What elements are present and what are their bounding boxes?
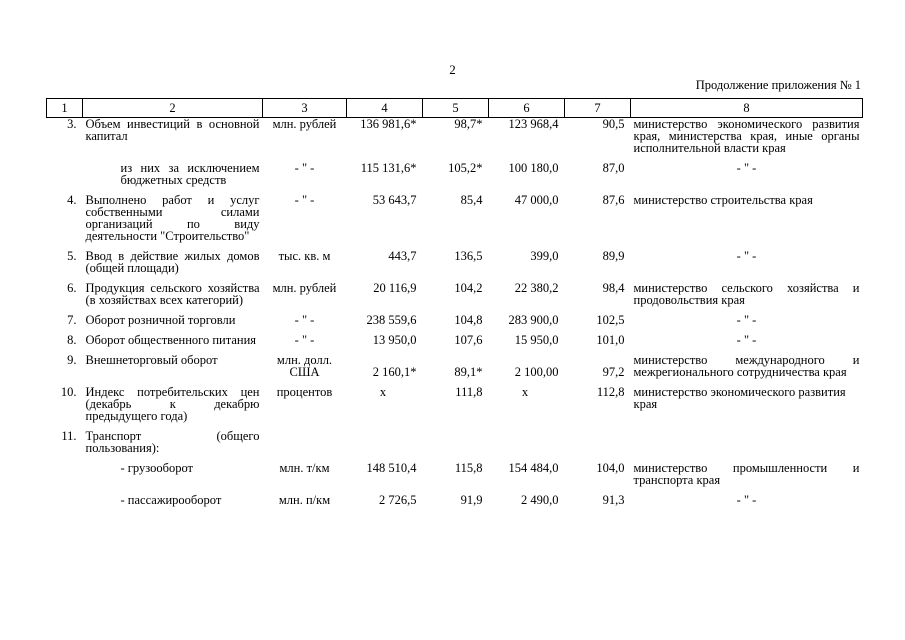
value-col-4: 115 131,6* bbox=[360, 161, 417, 175]
row-number bbox=[47, 162, 83, 194]
value-col-4: 148 510,4 bbox=[366, 461, 417, 475]
value-col-4: 53 643,7 bbox=[372, 193, 417, 207]
row-number: 5. bbox=[67, 249, 77, 263]
table-row bbox=[47, 118, 863, 163]
header-cell-6: 6 bbox=[489, 99, 565, 118]
row-number: 4. bbox=[67, 193, 77, 207]
header-cell-8: 8 bbox=[631, 99, 863, 118]
value-col-4: 13 950,0 bbox=[372, 333, 417, 347]
responsible: министерство сельского хозяйства и продовольствия края bbox=[633, 281, 860, 307]
row-number: 8. bbox=[67, 333, 77, 347]
table-row bbox=[47, 314, 863, 334]
value-col-4: 238 559,6 bbox=[366, 313, 417, 327]
indicators-table bbox=[46, 98, 863, 506]
value-col-4: 20 116,9 bbox=[373, 281, 417, 295]
table-row bbox=[47, 162, 863, 194]
value-col-7: 101,0 bbox=[596, 333, 625, 347]
value-col-7: 89,9 bbox=[602, 249, 625, 263]
indicator-name: Объем инвестиций в основной капитал bbox=[85, 117, 260, 143]
responsible: министерство экономического развития края, министерства края, иные органы исполнительной власти края bbox=[633, 117, 860, 155]
indicator-name: - пассажирооборот bbox=[120, 493, 222, 507]
value-col-6: 100 180,0 bbox=[508, 161, 559, 175]
responsible: - " - bbox=[736, 313, 757, 327]
value-col-7: 102,5 bbox=[596, 313, 625, 327]
header-cell-2: 2 bbox=[83, 99, 263, 118]
value-col-5: 115,8 bbox=[454, 461, 483, 475]
row-number: 3. bbox=[67, 117, 77, 131]
unit: млн. рублей bbox=[272, 117, 337, 131]
value-col-7: 87,6 bbox=[602, 193, 625, 207]
responsible: министерство строительства края bbox=[633, 193, 813, 207]
value-col-5: 91,9 bbox=[460, 493, 483, 507]
unit: млн. п/км bbox=[278, 493, 331, 507]
unit: млн. рублей bbox=[272, 281, 337, 295]
header-cell-1: 1 bbox=[47, 99, 83, 118]
table-row bbox=[47, 194, 863, 250]
value-col-5: 104,2 bbox=[454, 281, 483, 295]
table-row bbox=[47, 494, 863, 506]
unit: млн. долл. США bbox=[276, 353, 333, 379]
unit: процентов bbox=[276, 385, 333, 399]
table-row bbox=[47, 462, 863, 494]
unit bbox=[263, 430, 347, 462]
indicator-name: Ввод в действие жилых домов (общей площади) bbox=[85, 249, 260, 275]
value-col-6 bbox=[489, 430, 565, 462]
responsible: - " - bbox=[736, 161, 757, 175]
value-col-4: 2 160,1* bbox=[372, 365, 417, 379]
value-col-7: 91,3 bbox=[602, 493, 625, 507]
header-row bbox=[47, 99, 863, 118]
indicator-name: Продукция сельского хозяйства (в хозяйствах всех категорий) bbox=[85, 281, 260, 307]
value-col-4: 136 981,6* bbox=[360, 117, 417, 131]
value-col-4: 443,7 bbox=[388, 249, 417, 263]
value-col-5: 136,5 bbox=[454, 249, 483, 263]
table-row bbox=[47, 354, 863, 386]
header-cell-3: 3 bbox=[263, 99, 347, 118]
unit: - " - bbox=[294, 161, 315, 175]
table-row bbox=[47, 282, 863, 314]
indicator-name: Транспорт (общего пользования): bbox=[85, 429, 260, 455]
unit: - " - bbox=[294, 193, 315, 207]
value-col-7: 98,4 bbox=[602, 281, 625, 295]
value-col-4: 2 726,5 bbox=[379, 493, 417, 507]
table-row bbox=[47, 386, 863, 430]
value-col-6: 22 380,2 bbox=[514, 281, 559, 295]
row-number: 10. bbox=[60, 385, 77, 399]
indicator-name: из них за исключением бюджетных средств bbox=[120, 161, 260, 187]
responsible: министерство международного и межрегионального сотрудничества края bbox=[633, 353, 860, 379]
row-number: 9. bbox=[67, 353, 77, 367]
unit: - " - bbox=[294, 333, 315, 347]
value-col-7: 112,8 bbox=[596, 385, 625, 399]
indicator-name: Выполнено работ и услуг собственными силами организаций по виду деятельности "Строительство" bbox=[85, 193, 260, 243]
value-col-7 bbox=[565, 430, 631, 462]
unit: тыс. кв. м bbox=[278, 249, 331, 263]
value-col-4: х bbox=[379, 385, 387, 399]
unit: - " - bbox=[294, 313, 315, 327]
row-number: 6. bbox=[67, 281, 77, 295]
row-number: 7. bbox=[67, 313, 77, 327]
table-row bbox=[47, 430, 863, 462]
header-cell-7: 7 bbox=[565, 99, 631, 118]
responsible: - " - bbox=[736, 333, 757, 347]
indicator-name: Оборот розничной торговли bbox=[85, 313, 236, 327]
value-col-7: 104,0 bbox=[596, 461, 625, 475]
value-col-6: х bbox=[521, 385, 529, 399]
responsible: - " - bbox=[736, 249, 757, 263]
responsible: министерство экономического развития края bbox=[633, 385, 846, 411]
value-col-6: 2 490,0 bbox=[521, 493, 559, 507]
value-col-6: 283 900,0 bbox=[508, 313, 559, 327]
value-col-4 bbox=[347, 430, 423, 462]
value-col-5: 104,8 bbox=[454, 313, 483, 327]
indicator-name: - грузооборот bbox=[120, 461, 194, 475]
header-cell-5: 5 bbox=[423, 99, 489, 118]
value-col-7: 97,2 bbox=[602, 365, 625, 379]
value-col-7: 90,5 bbox=[602, 117, 625, 131]
value-col-5: 105,2* bbox=[448, 161, 483, 175]
value-col-5: 89,1* bbox=[454, 365, 483, 379]
value-col-6: 399,0 bbox=[530, 249, 559, 263]
responsible bbox=[631, 430, 863, 462]
continuation-caption: Продолжение приложения № 1 bbox=[695, 78, 861, 92]
value-col-5 bbox=[423, 430, 489, 462]
table-row bbox=[47, 250, 863, 282]
header-cell-4: 4 bbox=[347, 99, 423, 118]
value-col-5: 111,8 bbox=[455, 385, 483, 399]
value-col-6: 154 484,0 bbox=[508, 461, 559, 475]
responsible: - " - bbox=[736, 493, 757, 507]
row-number: 11. bbox=[61, 429, 77, 443]
value-col-6: 2 100,00 bbox=[514, 365, 559, 379]
value-col-7: 87,0 bbox=[602, 161, 625, 175]
page-number: 2 bbox=[449, 62, 456, 77]
responsible: министерство промышленности и транспорта края bbox=[633, 461, 860, 487]
unit: млн. т/км bbox=[279, 461, 330, 475]
indicator-name: Оборот общественного питания bbox=[85, 333, 257, 347]
row-number bbox=[47, 494, 83, 506]
indicator-name: Внешнеторговый оборот bbox=[85, 353, 218, 367]
value-col-5: 85,4 bbox=[460, 193, 483, 207]
table-row bbox=[47, 334, 863, 354]
value-col-6: 15 950,0 bbox=[514, 333, 559, 347]
value-col-5: 107,6 bbox=[454, 333, 483, 347]
value-col-6: 123 968,4 bbox=[508, 117, 559, 131]
value-col-6: 47 000,0 bbox=[514, 193, 559, 207]
value-col-5: 98,7* bbox=[454, 117, 483, 131]
row-number bbox=[47, 462, 83, 494]
indicator-name: Индекс потребительских цен (декабрь к декабрю предыдущего года) bbox=[85, 385, 260, 423]
